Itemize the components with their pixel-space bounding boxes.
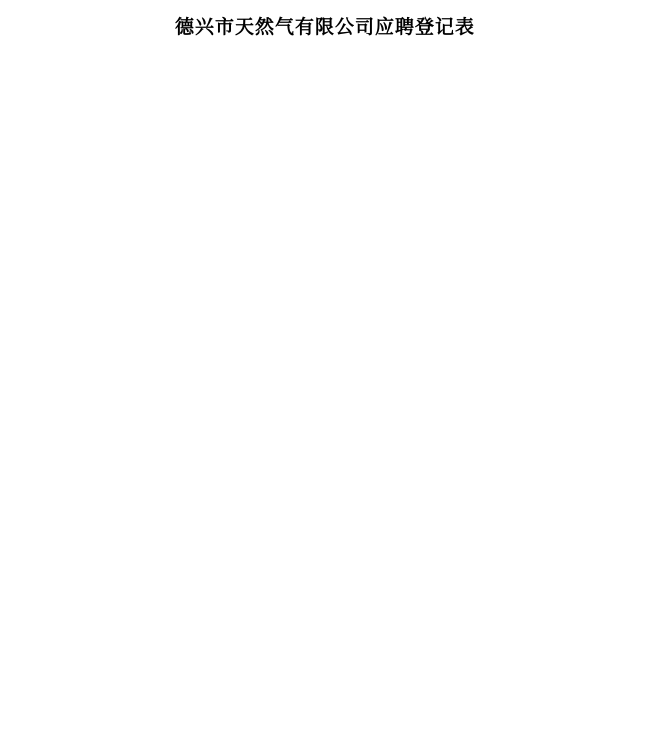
form-title: 德兴市天然气有限公司应聘登记表 — [174, 16, 475, 38]
